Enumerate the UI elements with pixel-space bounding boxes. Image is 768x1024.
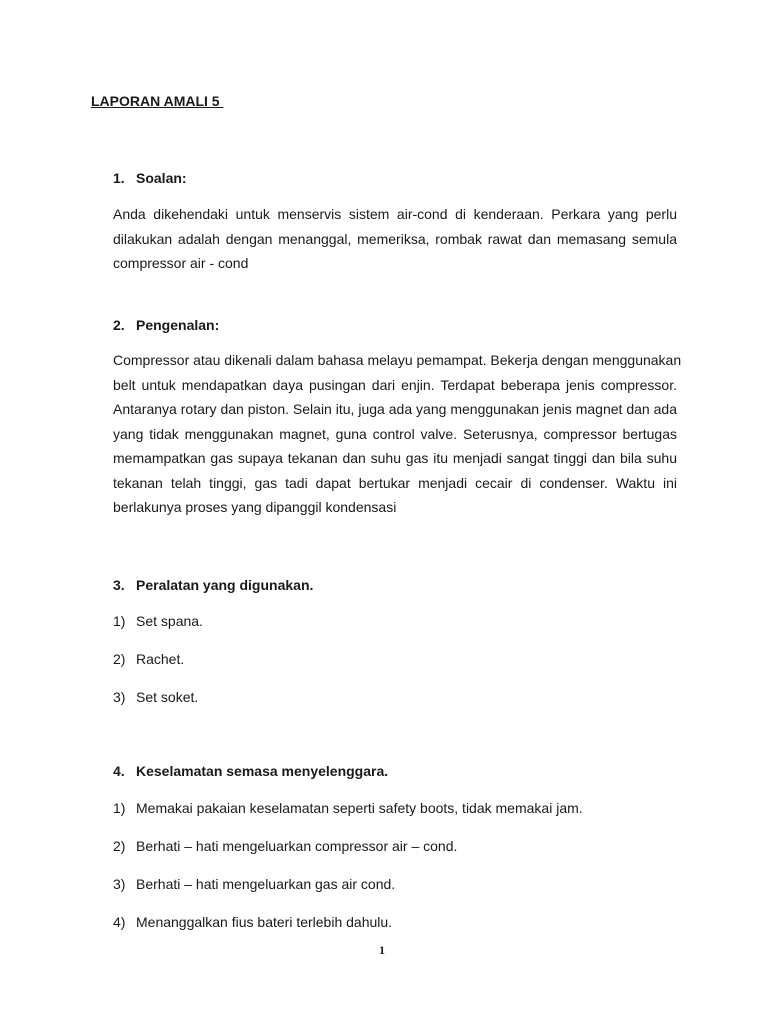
paragraph-line: Antaranya rotary dan piston. Selain itu, juga ada yang menggunakan jenis magnet dan ada xyxy=(113,401,677,417)
section-number: 4. xyxy=(113,763,125,779)
item-text: Memakai pakaian keselamatan seperti safety boots, tidak memakai jam. xyxy=(136,800,583,816)
list-item xyxy=(113,838,457,854)
section-title: Soalan: xyxy=(136,170,187,186)
paragraph-line: tekanan telah tinggi, gas tadi dapat bertukar menjadi cecair di condenser. Waktu ini xyxy=(113,474,677,491)
item-text: Berhati – hati mengeluarkan compressor air – cond. xyxy=(136,838,458,854)
list-item xyxy=(113,651,184,667)
section-number: 1. xyxy=(113,170,125,186)
section-heading-soalan xyxy=(113,170,187,186)
list-item xyxy=(113,876,395,892)
item-text: Rachet. xyxy=(136,651,185,667)
report-title: LAPORAN AMALI 5 xyxy=(91,93,224,109)
soalan-paragraph xyxy=(113,202,677,276)
item-number: 2) xyxy=(113,838,126,854)
section-number: 2. xyxy=(113,317,125,333)
item-text: Set spana. xyxy=(136,613,203,629)
list-item xyxy=(113,914,392,930)
paragraph-line: compressor air - cond xyxy=(113,255,249,271)
paragraph-line: belt untuk mendapatkan daya pusingan dari enjin. Terdapat beberapa jenis compressor. xyxy=(113,376,677,393)
section-heading-pengenalan xyxy=(113,317,219,333)
item-number: 4) xyxy=(113,914,126,930)
section-number: 3. xyxy=(113,577,125,593)
item-number: 3) xyxy=(113,689,126,705)
item-number: 2) xyxy=(113,651,126,667)
paragraph-line: memampatkan gas supaya tekanan dan suhu gas itu menjadi sangat tinggi dan bila suhu xyxy=(113,450,677,466)
section-title: Pengenalan: xyxy=(136,317,220,333)
item-text: Berhati – hati mengeluarkan gas air cond. xyxy=(136,876,396,892)
section-heading-peralatan xyxy=(113,577,313,593)
paragraph-line: dilakukan adalah dengan menanggal, memeriksa, rombak rawat dan memasang semula xyxy=(113,230,677,247)
list-item xyxy=(113,689,198,705)
list-item xyxy=(113,800,583,816)
paragraph-line: yang tidak menggunakan magnet, guna control valve. Seterusnya, compressor bertugas xyxy=(113,425,677,442)
item-text: Set soket. xyxy=(136,689,199,705)
section-title: Peralatan yang digunakan. xyxy=(136,577,314,593)
item-number: 1) xyxy=(113,800,126,816)
item-number: 1) xyxy=(113,613,126,629)
paragraph-line: Compressor atau dikenali dalam bahasa melayu pemampat. Bekerja dengan menggunakan xyxy=(113,352,682,368)
pengenalan-paragraph xyxy=(113,348,682,520)
section-heading-keselamatan xyxy=(113,763,388,779)
section-title: Keselamatan semasa menyelenggara. xyxy=(136,763,389,779)
paragraph-line: Anda dikehendaki untuk menservis sistem air-cond di kenderaan. Perkara yang perlu xyxy=(113,206,677,222)
item-number: 3) xyxy=(113,876,126,892)
paragraph-line: berlakunya proses yang dipanggil kondensasi xyxy=(113,499,397,515)
item-text: Menanggalkan fius bateri terlebih dahulu. xyxy=(136,914,393,930)
page-number: 1 xyxy=(379,943,385,957)
list-item xyxy=(113,613,203,629)
